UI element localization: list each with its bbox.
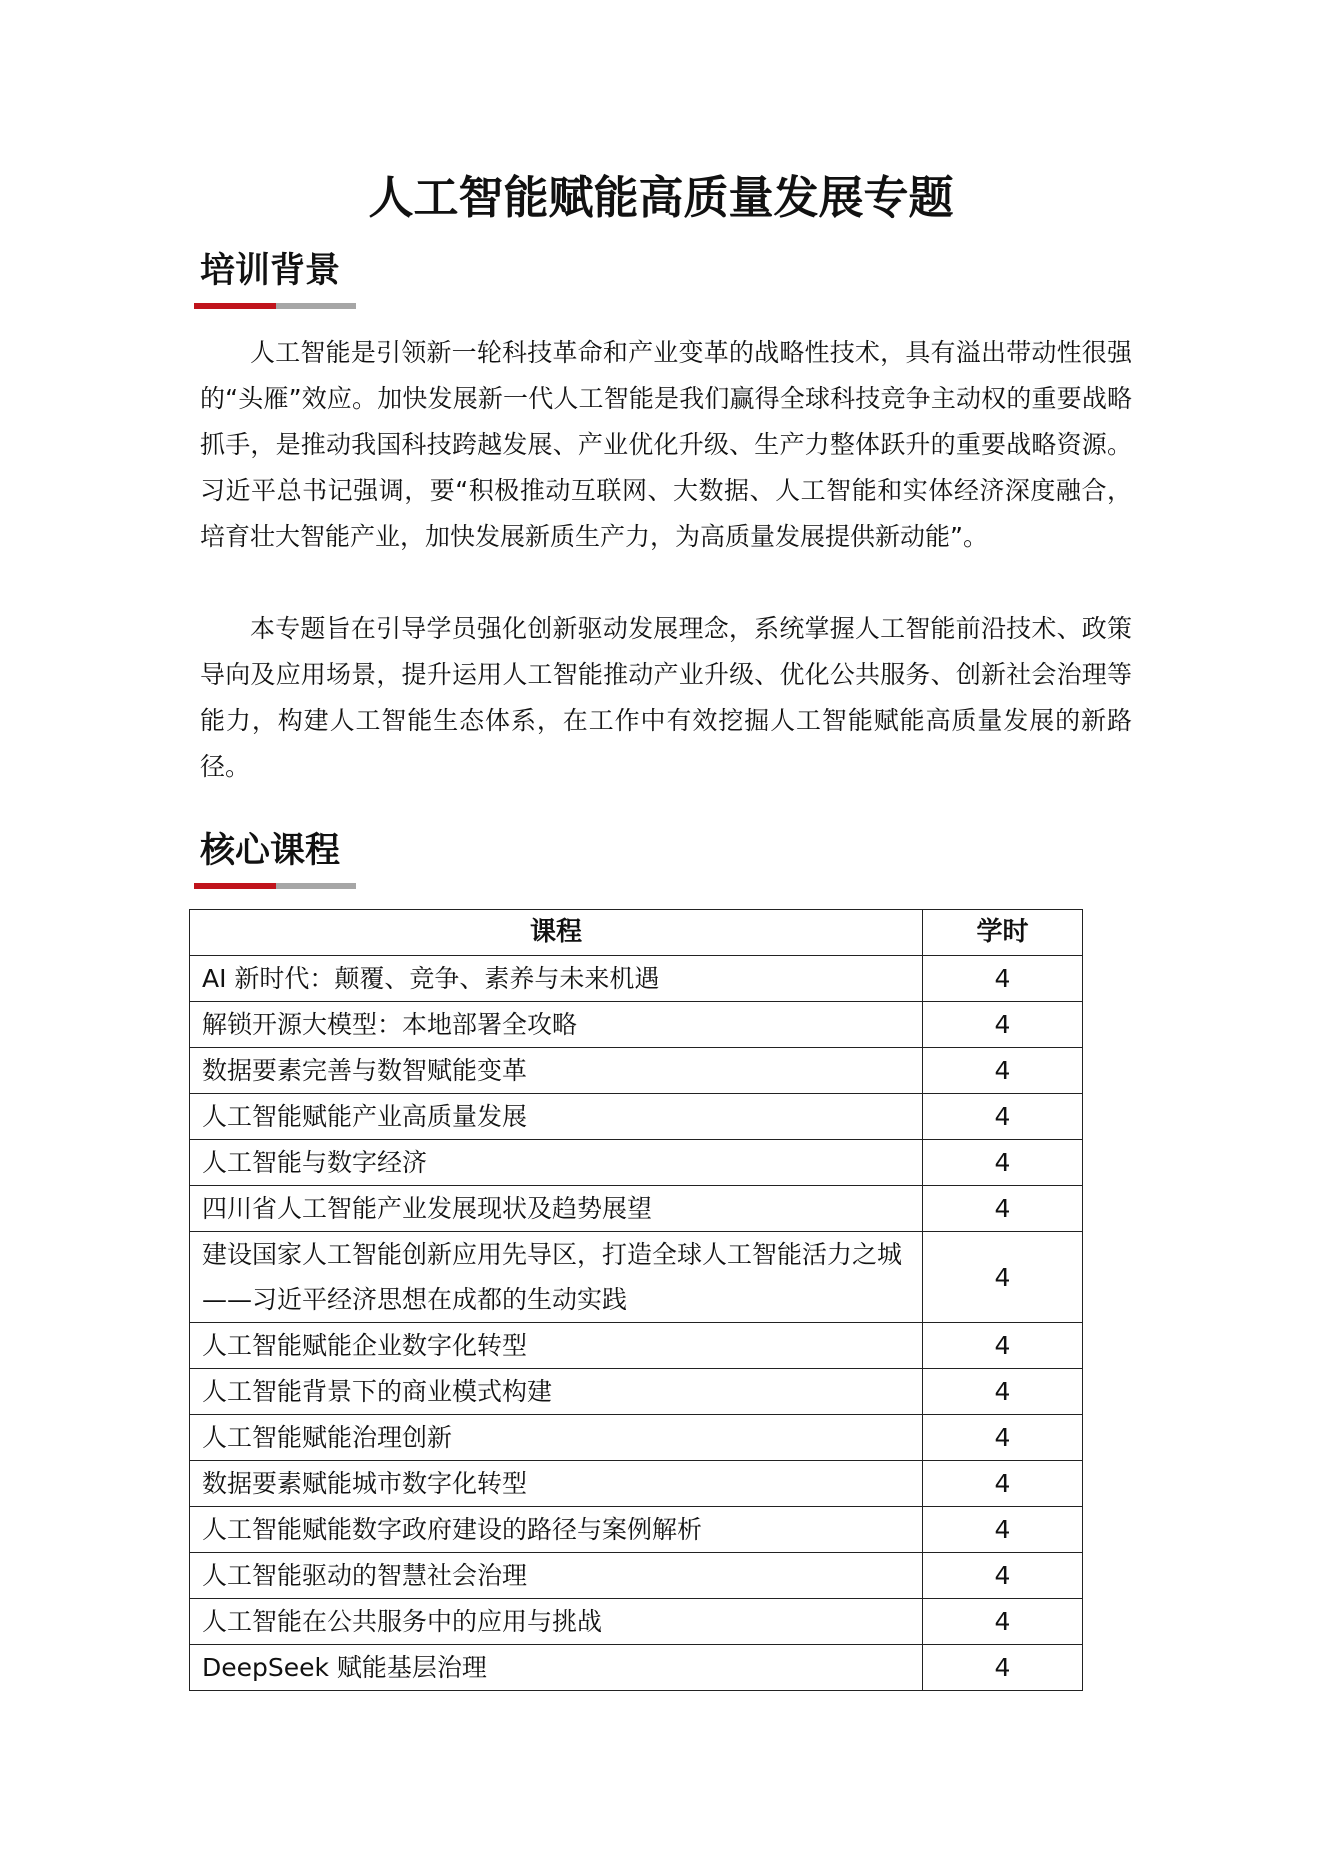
background-paragraph-2: 本专题旨在引导学员强化创新驱动发展理念，系统掌握人工智能前沿技术、政策导向及应用场景，提升运用人工智能推动产业升级、优化公共服务、创新社会治理等能力，构建人工智能生态体系，在工作中有效挖掘人工智能赋能高质量发展的新路径。 — [200, 614, 1132, 781]
course-name: 人工智能在公共服务中的应用与挑战 — [190, 1599, 923, 1645]
course-table — [189, 909, 1083, 1691]
course-name: 四川省人工智能产业发展现状及趋势展望 — [190, 1186, 923, 1232]
table-row — [190, 1369, 1083, 1415]
table-row — [190, 1507, 1083, 1553]
underline-red-segment — [194, 883, 276, 889]
section-heading-background: 培训背景 — [200, 251, 341, 291]
table-row — [190, 1323, 1083, 1369]
course-name: 建设国家人工智能创新应用先导区，打造全球人工智能活力之城——习近平经济思想在成都的生动实践 — [190, 1232, 923, 1323]
course-hours: 4 — [923, 1415, 1083, 1461]
course-hours: 4 — [923, 1232, 1083, 1323]
course-name: 解锁开源大模型：本地部署全攻略 — [190, 1002, 923, 1048]
course-name: 人工智能赋能治理创新 — [190, 1415, 923, 1461]
table-row — [190, 1048, 1083, 1094]
table-row — [190, 1186, 1083, 1232]
course-name: 数据要素赋能城市数字化转型 — [190, 1461, 923, 1507]
course-hours: 4 — [923, 1599, 1083, 1645]
table-row — [190, 956, 1083, 1002]
course-name: 人工智能赋能数字政府建设的路径与案例解析 — [190, 1507, 923, 1553]
section-underline — [194, 303, 356, 309]
header-course: 课程 — [190, 910, 923, 956]
table-row — [190, 1094, 1083, 1140]
course-hours: 4 — [923, 1553, 1083, 1599]
course-name: 人工智能驱动的智慧社会治理 — [190, 1553, 923, 1599]
page-title: 人工智能赋能高质量发展专题 — [368, 171, 954, 224]
underline-red-segment — [194, 303, 276, 309]
course-hours: 4 — [923, 1323, 1083, 1369]
table-row — [190, 1140, 1083, 1186]
header-hours: 学时 — [923, 910, 1083, 956]
table-header-row — [190, 910, 1083, 956]
table-row — [190, 1002, 1083, 1048]
section-underline — [194, 883, 356, 889]
table-row — [190, 1415, 1083, 1461]
background-paragraph-1: 人工智能是引领新一轮科技革命和产业变革的战略性技术，具有溢出带动性很强的“头雁”效应。加快发展新一代人工智能是我们赢得全球科技竞争主动权的重要战略抓手，是推动我国科技跨越发展、产业优化升级、生产力整体跃升的重要战略资源。习近平总书记强调，要“积极推动互联网、大数据、人工智能和实体经济深度融合，培育壮大智能产业，加快发展新质生产力，为高质量发展提供新动能”。 — [200, 338, 1132, 551]
underline-gray-segment — [276, 883, 356, 889]
course-hours: 4 — [923, 1140, 1083, 1186]
course-hours: 4 — [923, 1094, 1083, 1140]
table-row — [190, 1553, 1083, 1599]
course-name: 人工智能与数字经济 — [190, 1140, 923, 1186]
course-hours: 4 — [923, 1186, 1083, 1232]
table-row — [190, 1645, 1083, 1691]
section-heading-courses: 核心课程 — [200, 831, 341, 871]
course-hours: 4 — [923, 1461, 1083, 1507]
course-hours: 4 — [923, 1369, 1083, 1415]
course-name: 数据要素完善与数智赋能变革 — [190, 1048, 923, 1094]
course-name: AI 新时代：颠覆、竞争、素养与未来机遇 — [190, 956, 923, 1002]
course-name: 人工智能赋能产业高质量发展 — [190, 1094, 923, 1140]
course-name: 人工智能背景下的商业模式构建 — [190, 1369, 923, 1415]
course-hours: 4 — [923, 1645, 1083, 1691]
course-hours: 4 — [923, 1002, 1083, 1048]
course-name: DeepSeek 赋能基层治理 — [190, 1645, 923, 1691]
course-name: 人工智能赋能企业数字化转型 — [190, 1323, 923, 1369]
table-row — [190, 1461, 1083, 1507]
course-hours: 4 — [923, 1048, 1083, 1094]
table-row — [190, 1232, 1083, 1323]
course-hours: 4 — [923, 1507, 1083, 1553]
table-row — [190, 1599, 1083, 1645]
course-hours: 4 — [923, 956, 1083, 1002]
underline-gray-segment — [276, 303, 356, 309]
